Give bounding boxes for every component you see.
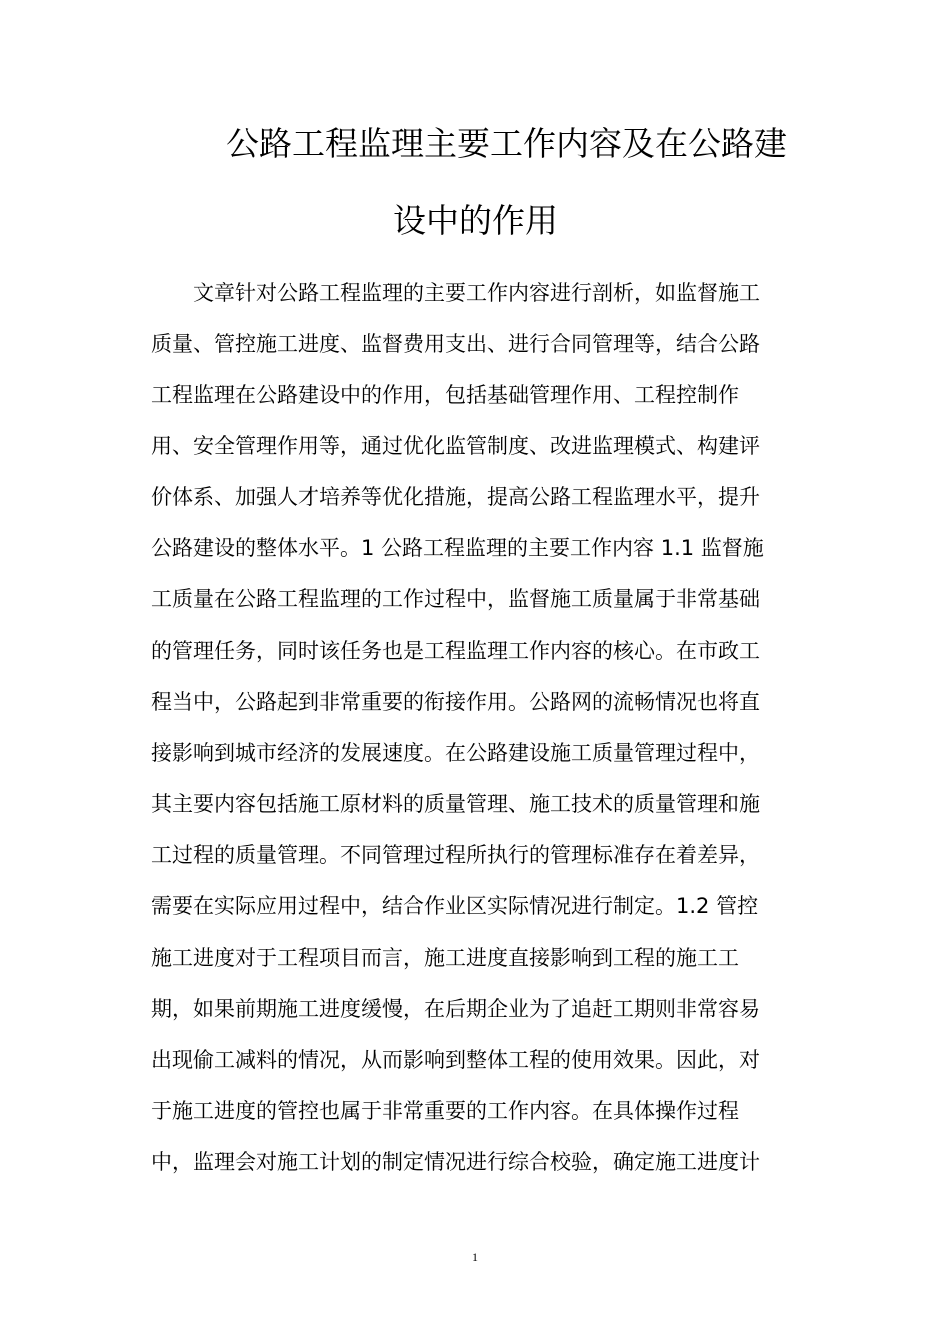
body-line: 施工进度对于工程项目而言，施工进度直接影响到工程的施工工 — [151, 946, 739, 970]
body-line: 的管理任务，同时该任务也是工程监理工作内容的核心。在市政工 — [151, 639, 760, 663]
body-line: 中，监理会对施工计划的制定情况进行综合校验，确定施工进度计 — [151, 1150, 760, 1174]
body-line: 工质量在公路工程监理的工作过程中，监督施工质量属于非常基础 — [151, 587, 760, 611]
body-line: 其主要内容包括施工原材料的质量管理、施工技术的质量管理和施 — [151, 792, 760, 816]
body-line: 工过程的质量管理。不同管理过程所执行的管理标准存在着差异， — [151, 843, 760, 867]
page-number: 1 — [472, 1250, 478, 1264]
body-line: 价体系、加强人才培养等优化措施，提高公路工程监理水平，提升 — [151, 485, 760, 509]
body-line: 文章针对公路工程监理的主要工作内容进行剖析，如监督施工 — [151, 281, 760, 305]
body-line: 于施工进度的管控也属于非常重要的工作内容。在具体操作过程 — [151, 1099, 739, 1123]
body-line: 工程监理在公路建设中的作用，包括基础管理作用、工程控制作 — [151, 383, 739, 407]
body-line: 出现偷工减料的情况，从而影响到整体工程的使用效果。因此，对 — [151, 1048, 760, 1072]
body-line: 程当中，公路起到非常重要的衔接作用。公路网的流畅情况也将直 — [151, 690, 760, 714]
body-line: 用、安全管理作用等，通过优化监管制度、改进监理模式、构建评 — [151, 434, 760, 458]
document-title-line-1: 公路工程监理主要工作内容及在公路建 — [226, 124, 787, 163]
document-title-line-2: 设中的作用 — [393, 201, 558, 240]
body-line: 公路建设的整体水平。1 公路工程监理的主要工作内容 1.1 监督施 — [151, 536, 764, 560]
body-line: 需要在实际应用过程中，结合作业区实际情况进行制定。1.2 管控 — [151, 894, 759, 918]
body-line: 质量、管控施工进度、监督费用支出、进行合同管理等，结合公路 — [151, 332, 760, 356]
body-line: 期，如果前期施工进度缓慢，在后期企业为了追赶工期则非常容易 — [151, 997, 760, 1021]
body-line: 接影响到城市经济的发展速度。在公路建设施工质量管理过程中， — [151, 741, 760, 765]
